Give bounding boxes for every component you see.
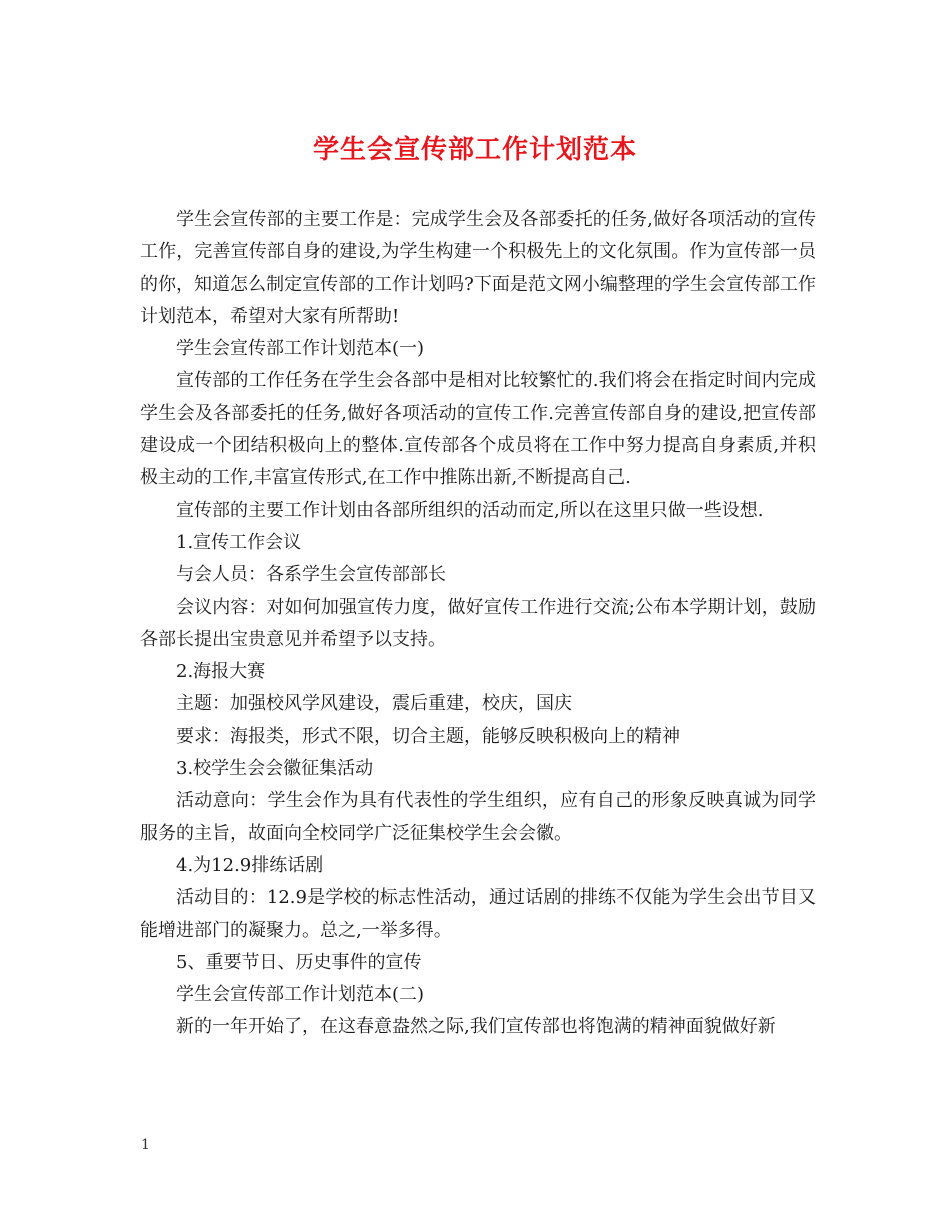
item-heading-meeting: 1.宣传工作会议 xyxy=(176,531,302,553)
document-body xyxy=(140,204,816,1044)
paragraph-poster-requirements: 要求：海报类，形式不限，切合主题，能够反映积极向上的精神 xyxy=(176,725,680,747)
paragraph-meeting-attendees: 与会人员：各系学生会宣传部部长 xyxy=(176,564,446,586)
paragraph-plan-two-start: 新的一年开始了，在这春意盎然之际,我们宣传部也将饱满的精神面貌做好新 xyxy=(176,1016,776,1038)
item-heading-drama-rehearsal: 4.为12.9排练话剧 xyxy=(176,854,324,876)
paragraph-drama-purpose: 活动目的：12.9是学校的标志性活动，通过话剧的排练不仅能为学生会出节目又能增进部门的凝聚力。总之,一举多得。 xyxy=(140,887,816,941)
paragraph-plan-one-main-work: 宣传部的主要工作计划由各部所组织的活动而定,所以在这里只做一些设想. xyxy=(176,499,764,521)
section-heading-plan-one: 学生会宣传部工作计划范本(一) xyxy=(176,338,425,360)
item-heading-emblem-collection: 3.校学生会会徽征集活动 xyxy=(176,758,374,780)
paragraph-poster-theme: 主题：加强校风学风建设，震后重建，校庆，国庆 xyxy=(176,693,572,715)
paragraph-meeting-content: 会议内容：对如何加强宣传力度，做好宣传工作进行交流;公布本学期计划，鼓励各部长提出宝贵意见并希望予以支持。 xyxy=(140,596,816,650)
document-title: 学生会宣传部工作计划范本 xyxy=(312,135,637,165)
item-heading-poster-contest: 2.海报大赛 xyxy=(176,661,266,683)
item-heading-holiday-publicity: 5、重要节日、历史事件的宣传 xyxy=(176,951,422,973)
paragraph-plan-one-overview: 宣传部的工作任务在学生会各部中是相对比较繁忙的.我们将会在指定时间内完成学生会及各部委托的任务,做好各项活动的宣传工作.完善宣传部自身的建设,把宣传部建设成一个团结积极向上的整体.宣传部各个成员将在工作中努力提高自身素质,并积极主动的工作,丰富宣传形式,在工作中推陈出新,不断提高自己. xyxy=(140,370,816,489)
page-number: 1 xyxy=(141,1137,150,1153)
paragraph-intro: 学生会宣传部的主要工作是：完成学生会及各部委托的任务,做好各项活动的宣传工作，完善宣传部自身的建设,为学生构建一个积极先上的文化氛围。作为宣传部一员的你，知道怎么制定宣传部的工作计划吗?下面是范文网小编整理的学生会宣传部工作计划范本，希望对大家有所帮助! xyxy=(140,209,816,327)
section-heading-plan-two: 学生会宣传部工作计划范本(二) xyxy=(176,984,425,1006)
paragraph-emblem-intent: 活动意向：学生会作为具有代表性的学生组织，应有自己的形象反映真诚为同学服务的主旨，故面向全校同学广泛征集校学生会会徽。 xyxy=(140,790,816,844)
